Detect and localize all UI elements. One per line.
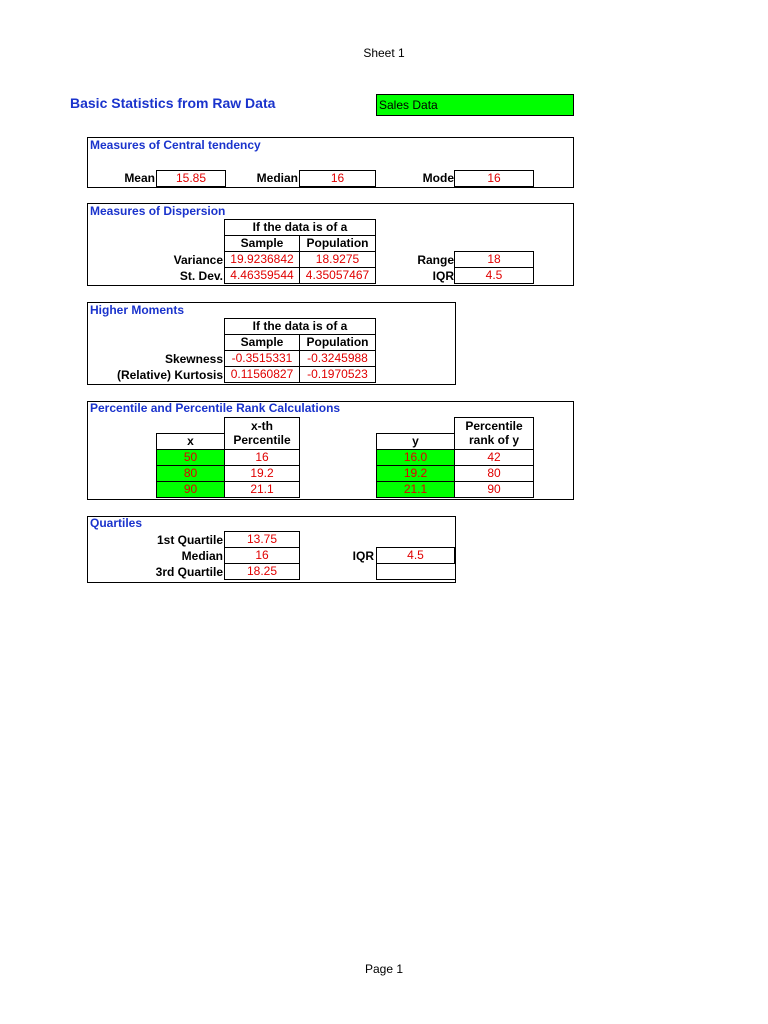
kurtosis-population-value[interactable]: -0.1970523 xyxy=(299,366,376,383)
rank-header-frame xyxy=(454,417,534,434)
q1-label: 1st Quartile xyxy=(156,533,223,547)
range-value[interactable]: 18 xyxy=(454,251,534,268)
moments-col-population: Population xyxy=(299,334,376,351)
xth-header-frame xyxy=(224,417,300,434)
dispersion-col-population: Population xyxy=(299,235,376,252)
y-input-2[interactable]: 19.2 xyxy=(376,465,455,482)
x-input-2[interactable]: 80 xyxy=(156,465,225,482)
q1-value[interactable]: 13.75 xyxy=(224,531,300,548)
y-input-1[interactable]: 16.0 xyxy=(376,449,455,466)
q3-value[interactable]: 18.25 xyxy=(224,563,300,580)
stdev-population-value[interactable]: 4.35057467 xyxy=(299,267,376,284)
sheet-label: Sheet 1 xyxy=(363,46,405,60)
stdev-label: St. Dev. xyxy=(179,269,223,283)
skewness-population-value[interactable]: -0.3245988 xyxy=(299,350,376,367)
xth-percentile-2[interactable]: 19.2 xyxy=(224,465,300,482)
dispersion-group-header: If the data is of a xyxy=(224,219,376,236)
dispersion-col-sample: Sample xyxy=(224,235,300,252)
page-footer: Page 1 xyxy=(364,962,404,976)
range-label: Range xyxy=(417,253,454,267)
quartile-iqr-label: IQR xyxy=(352,549,374,563)
central-tendency-heading: Measures of Central tendency xyxy=(90,138,261,152)
xth-percentile-3[interactable]: 21.1 xyxy=(224,481,300,498)
quartile-iqr-lower-cell xyxy=(376,563,455,580)
xth-header-line2: Percentile xyxy=(224,433,300,450)
xth-percentile-1[interactable]: 16 xyxy=(224,449,300,466)
dataset-label-cell[interactable] xyxy=(376,94,574,116)
skewness-sample-value[interactable]: -0.3515331 xyxy=(224,350,300,367)
mode-label: Mode xyxy=(422,171,454,185)
dataset-label: Sales Data xyxy=(379,98,438,112)
kurtosis-sample-value[interactable]: 0.11560827 xyxy=(224,366,300,383)
y-column-header: y xyxy=(376,433,455,450)
median-value[interactable]: 16 xyxy=(299,170,376,187)
page-title: Basic Statistics from Raw Data xyxy=(70,95,276,111)
skewness-label: Skewness xyxy=(164,352,223,366)
quartile-iqr-value[interactable]: 4.5 xyxy=(376,547,455,564)
quartile-median-value[interactable]: 16 xyxy=(224,547,300,564)
dispersion-iqr-value[interactable]: 4.5 xyxy=(454,267,534,284)
dispersion-heading: Measures of Dispersion xyxy=(90,204,226,218)
kurtosis-label: (Relative) Kurtosis xyxy=(116,368,223,382)
rank-header-line1: Percentile xyxy=(465,419,523,433)
x-input-1[interactable]: 50 xyxy=(156,449,225,466)
variance-population-value[interactable]: 18.9275 xyxy=(299,251,376,268)
stdev-sample-value[interactable]: 4.46359544 xyxy=(224,267,300,284)
y-input-3[interactable]: 21.1 xyxy=(376,481,455,498)
variance-label: Variance xyxy=(173,253,223,267)
rank-value-2[interactable]: 80 xyxy=(454,465,534,482)
q3-label: 3rd Quartile xyxy=(155,565,223,579)
moments-col-sample: Sample xyxy=(224,334,300,351)
mean-value[interactable]: 15.85 xyxy=(156,170,226,187)
x-input-3[interactable]: 90 xyxy=(156,481,225,498)
quartile-median-label: Median xyxy=(181,549,223,563)
higher-moments-heading: Higher Moments xyxy=(90,303,185,317)
x-column-header: x xyxy=(156,433,225,450)
rank-value-1[interactable]: 42 xyxy=(454,449,534,466)
percentile-heading: Percentile and Percentile Rank Calculations xyxy=(90,401,341,415)
dispersion-iqr-label: IQR xyxy=(432,269,454,283)
rank-header-line2: rank of y xyxy=(454,433,534,450)
moments-group-header: If the data is of a xyxy=(224,318,376,335)
xth-header-line1: x-th xyxy=(251,419,273,433)
rank-value-3[interactable]: 90 xyxy=(454,481,534,498)
mode-value[interactable]: 16 xyxy=(454,170,534,187)
quartiles-heading: Quartiles xyxy=(90,516,143,530)
median-label: Median xyxy=(256,171,298,185)
variance-sample-value[interactable]: 19.9236842 xyxy=(224,251,300,268)
mean-label: Mean xyxy=(124,171,155,185)
